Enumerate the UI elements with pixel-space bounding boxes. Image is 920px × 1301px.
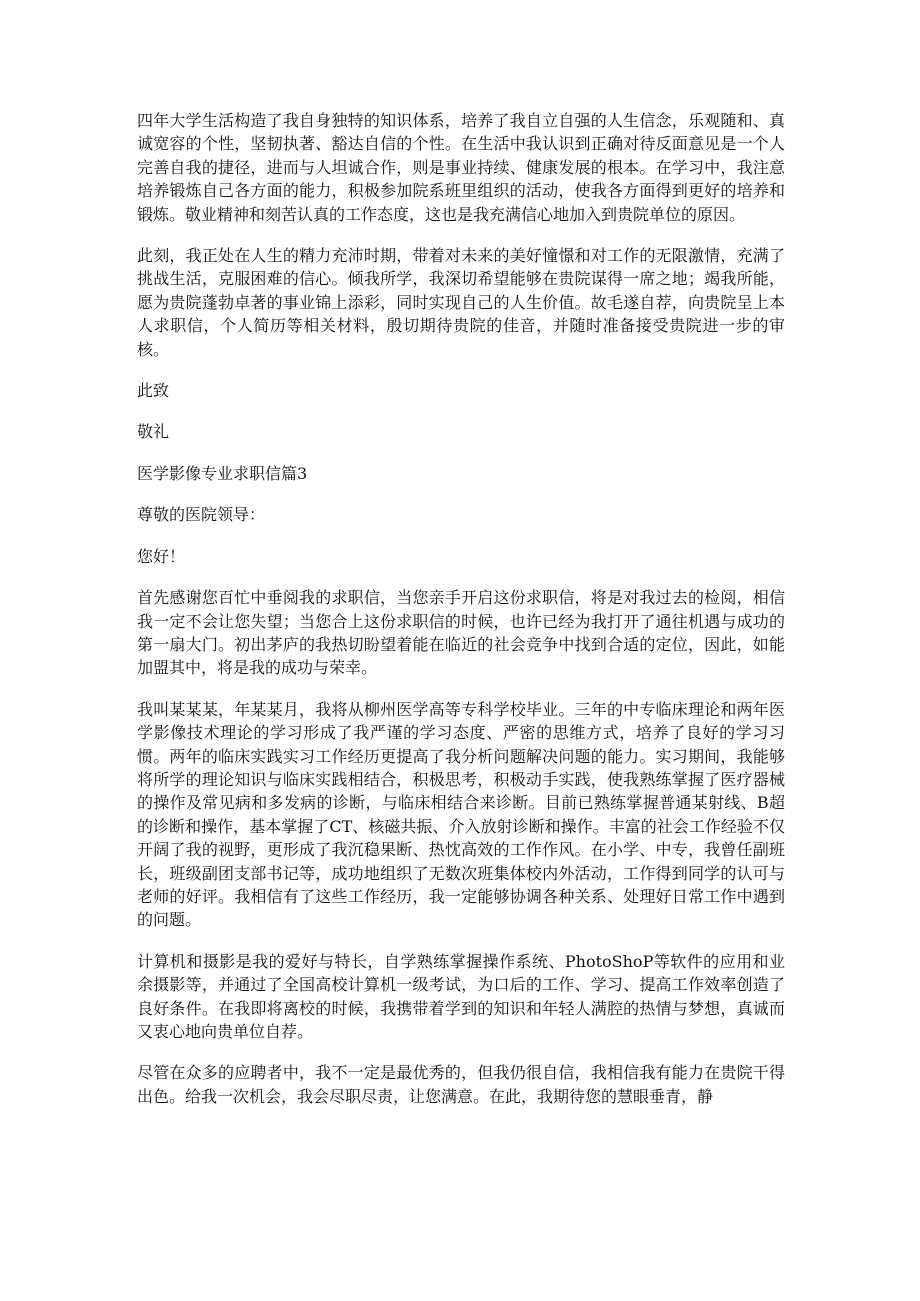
greeting-addressee: 尊敬的医院领导： bbox=[137, 505, 266, 525]
closing-regards: 敬礼 bbox=[137, 422, 170, 442]
paragraph-thanks: 首先感谢您百忙中垂阅我的求职信，当您亲手开启这份求职信，将是对我过去的检阅，相信我一定不会让您失望；当您合上这份求职信的时候，也许已经为我打开了通往机遇与成功的第一扇大门。初出茅庐的我热切盼望着能在临近的社会竞争中找到合适的定位，因此，如能加盟其中，将是我的成功与荣幸。 bbox=[137, 588, 785, 678]
paragraph-confidence: 尽管在众多的应聘者中，我不一定是最优秀的，但我仍很自信，我相信我有能力在贵院干得出色。给我一次机会，我会尽职尽责，让您满意。在此，我期待您的慧眼垂青，静 bbox=[137, 1063, 785, 1106]
paragraph-knowledge-system: 四年大学生活构造了我自身独特的知识体系，培养了我自立自强的人生信念，乐观随和、真诚宽容的个性，坚韧执著、豁达自信的个性。在生活中我认识到正确对待反面意见是一个人完善自我的捷径，进而与人坦诚合作，则是事业持续、健康发展的根本。在学习中，我注意培养锻炼自己各方面的能力，积极参加院系班里组织的活动，使我各方面得到更好的培养和锻炼。敬业精神和刻苦认真的工作态度，这也是我充满信心地加入到贵院单位的原因。 bbox=[137, 111, 785, 224]
greeting-hello: 您好！ bbox=[137, 546, 186, 566]
document-page bbox=[137, 109, 785, 1126]
section-title: 医学影像专业求职信篇3 bbox=[137, 463, 308, 483]
paragraph-self-recommendation: 此刻，我正处在人生的精力充沛时期，带着对未来的美好憧憬和对工作的无限激情，充满了挑战生活，克服困难的信心。倾我所学，我深切希望能够在贵院谋得一席之地；竭我所能，愿为贵院蓬勃卓著的事业锦上添彩，同时实现自己的人生价值。故毛遂自荐，向贵院呈上本人求职信，个人简历等相关材料，殷切期待贵院的佳音，并随时准备接受贵院进一步的审核。 bbox=[137, 246, 785, 359]
paragraph-hobbies-skills: 计算机和摄影是我的爱好与特长，自学熟练掌握操作系统、PhotoShoP等软件的应用和业余摄影等，并通过了全国高校计算机一级考试，为口后的工作、学习、提高工作效率创造了良好条件。在我即将离校的时候，我携带着学到的知识和年轻人满腔的热情与梦想，真诚而又衷心地向贵单位自荐。 bbox=[137, 951, 785, 1041]
paragraph-education-experience: 我叫某某某，年某某月，我将从柳州医学高等专科学校毕业。三年的中专临床理论和两年医学影像技术理论的学习形成了我严谨的学习态度、严密的思维方式，培养了良好的学习习惯。两年的临床实践实习工作经历更提高了我分析问题解决问题的能力。实习期间，我能够将所学的理论知识与临床实践相结合，积极思考，积极动手实践，使我熟练掌握了医疗器械的操作及常见病和多发病的诊断，与临床相结合来诊断。目前已熟练掌握普通某射线、B超的诊断和操作，基本掌握了CT、核磁共振、介入放射诊断和操作。丰富的社会工作经验不仅开阔了我的视野，更形成了我沉稳果断、热忱高效的工作作风。在小学、中专，我曾任副班长，班级副团支部书记等，成功地组织了无数次班集体校内外活动，工作得到同学的认可与老师的好评。我相信有了这些工作经历，我一定能够协调各种关系、处理好日常工作中遇到的问题。 bbox=[137, 699, 785, 930]
closing-salutation: 此致 bbox=[137, 381, 170, 401]
